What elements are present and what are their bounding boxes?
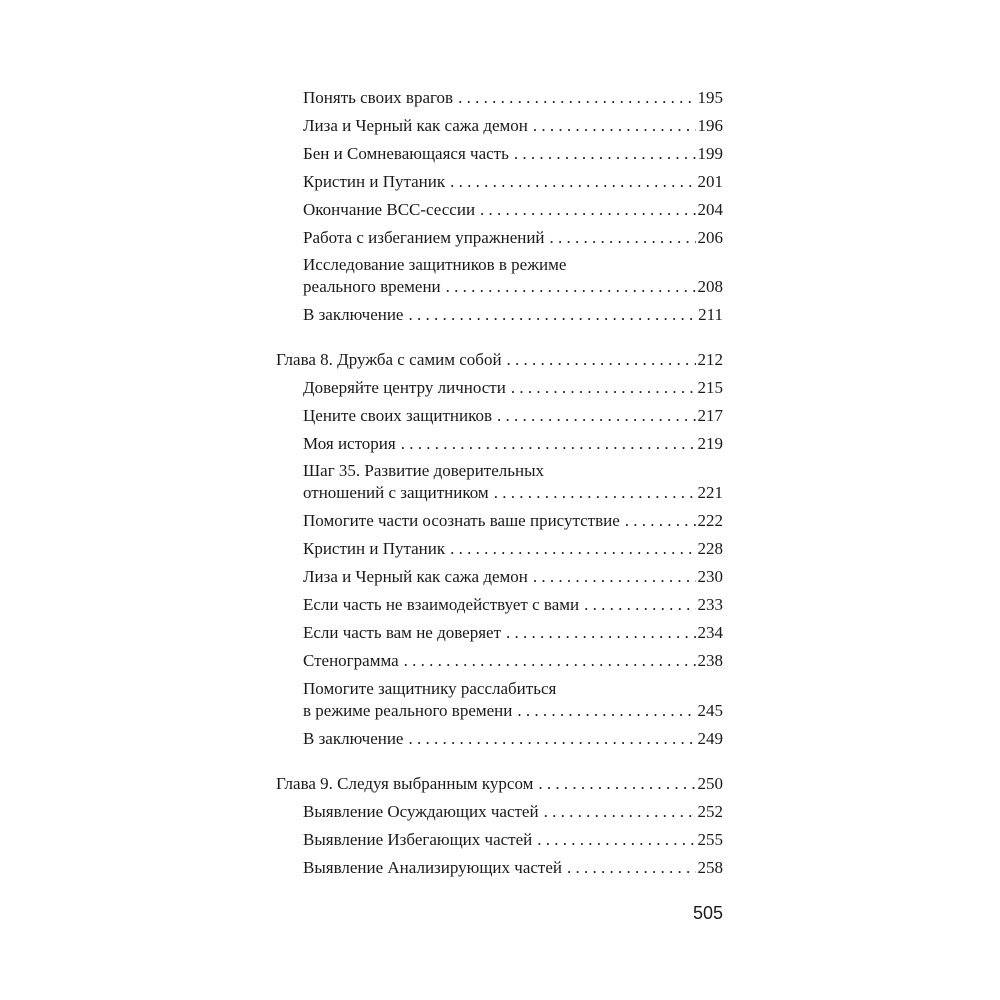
toc-entry: [303, 538, 723, 560]
toc-entry-title: Бен и Сомневающаяся часть: [303, 144, 509, 163]
toc-entry-title: Лиза и Черный как сажа демон: [303, 567, 528, 586]
toc-entry: [303, 678, 723, 722]
toc-entry: [303, 171, 723, 193]
dot-leader: [567, 857, 696, 879]
toc-entry-title-line1: Шаг 35. Развитие доверительных: [303, 461, 545, 480]
dot-leader: [404, 650, 696, 672]
toc-entry: [303, 254, 723, 298]
toc-entry-title: реального времени: [303, 277, 441, 296]
toc-entry-title: В заключение: [303, 305, 404, 324]
toc-entry-page: 215: [697, 378, 723, 397]
toc-entry-title: Глава 8. Дружба с самим собой: [276, 350, 502, 369]
toc-entry-page: 252: [697, 802, 723, 821]
toc-chapter-entry: [276, 349, 723, 371]
dot-leader: [511, 377, 696, 399]
toc-entry: [303, 622, 723, 644]
toc-entry-page: 211: [698, 305, 723, 324]
toc-entry: [303, 199, 723, 221]
toc-entry: [303, 460, 723, 504]
toc-entry-page: 217: [697, 406, 723, 425]
dot-leader: [517, 700, 695, 722]
dot-leader: [494, 482, 696, 504]
toc-entry-page: 196: [697, 116, 723, 135]
dot-leader: [550, 227, 696, 249]
toc-entry: [303, 115, 723, 137]
toc-entry-title: Лиза и Черный как сажа демон: [303, 116, 528, 135]
page-number: 505: [692, 903, 723, 923]
dot-leader: [408, 728, 695, 750]
toc-entry-page: 258: [697, 858, 723, 877]
toc-entry-page: 206: [697, 228, 723, 247]
toc-entry: [303, 801, 723, 823]
dot-leader: [507, 349, 696, 371]
toc-chapter-entry: [276, 773, 723, 795]
toc-entry: [303, 728, 723, 750]
toc-entry-title: Окончание ВСС-сессии: [303, 200, 476, 219]
dot-leader: [514, 143, 696, 165]
toc-entry: [303, 143, 723, 165]
dot-leader: [480, 199, 695, 221]
toc-entry: [303, 650, 723, 672]
toc-entry-title: Моя история: [303, 434, 396, 453]
toc-entry-page: 221: [697, 483, 723, 502]
toc-entry-page: 222: [697, 511, 723, 530]
toc-entry-title: Выявление Осуждающих частей: [303, 802, 539, 821]
toc-entry-page: 233: [697, 595, 723, 614]
dot-leader: [625, 510, 696, 532]
dot-leader: [446, 276, 696, 298]
toc-entry-page: 219: [697, 434, 723, 453]
toc-entry: [303, 857, 723, 879]
toc-entry-title-line1: Помогите защитнику расслабиться: [303, 679, 557, 698]
toc-entry: [303, 377, 723, 399]
dot-leader: [458, 87, 695, 109]
toc-entry-title: Доверяйте центру личности: [303, 378, 506, 397]
toc-entry-title: Помогите части осознать ваше присутствие: [303, 511, 620, 530]
toc-entry-page: 212: [697, 350, 723, 369]
toc-entry-page: 255: [697, 830, 723, 849]
toc-entry: [303, 829, 723, 851]
toc-entry: [303, 87, 723, 109]
dot-leader: [401, 433, 696, 455]
toc-entry: [303, 566, 723, 588]
dot-leader: [533, 115, 696, 137]
dot-leader: [450, 538, 695, 560]
toc-entry-page: 199: [697, 144, 723, 163]
toc-entry: [303, 405, 723, 427]
toc-entry-page: 195: [697, 88, 723, 107]
toc-entry-title: в режиме реального времени: [303, 701, 513, 720]
toc-entry-title: В заключение: [303, 729, 404, 748]
toc-entry-title: Кристин и Путаник: [303, 539, 446, 558]
toc-entry-title: Стенограмма: [303, 651, 399, 670]
toc-entry-title: Выявление Избегающих частей: [303, 830, 533, 849]
dot-leader: [538, 773, 695, 795]
dot-leader: [408, 304, 696, 326]
toc-entry-page: 245: [697, 701, 723, 720]
dot-leader: [497, 405, 695, 427]
toc-entry-page: 238: [697, 651, 723, 670]
toc-entry-page: 234: [697, 623, 723, 642]
toc-entry-title: Кристин и Путаник: [303, 172, 446, 191]
toc-entry-title: Выявление Анализирующих частей: [303, 858, 562, 877]
toc-entry-page: 201: [697, 172, 723, 191]
toc-entry-page: 250: [697, 774, 723, 793]
dot-leader: [450, 171, 695, 193]
toc-entry-page: 228: [697, 539, 723, 558]
toc-entry: [303, 510, 723, 532]
toc-entry-title: Глава 9. Следуя выбранным курсом: [276, 774, 534, 793]
toc-entry-title: Цените своих защитников: [303, 406, 493, 425]
toc-entry: [303, 433, 723, 455]
toc-entry: [303, 594, 723, 616]
toc-entry-page: 249: [697, 729, 723, 748]
dot-leader: [537, 829, 695, 851]
toc-entry-title: Если часть не взаимодействует с вами: [303, 595, 580, 614]
toc-entry-title: Работа с избеганием упражнений: [303, 228, 545, 247]
toc-entry-page: 230: [697, 567, 723, 586]
dot-leader: [584, 594, 695, 616]
dot-leader: [544, 801, 696, 823]
toc-entry-title-line1: Исследование защитников в режиме: [303, 255, 567, 274]
toc-entry: [303, 304, 723, 326]
toc-entry-page: 204: [697, 200, 723, 219]
toc-entry-title: отношений с защитником: [303, 483, 489, 502]
toc-entry-title: Понять своих врагов: [303, 88, 454, 107]
dot-leader: [533, 566, 696, 588]
toc-entry-page: 208: [697, 277, 723, 296]
dot-leader: [506, 622, 696, 644]
toc-entry-title: Если часть вам не доверяет: [303, 623, 501, 642]
toc-entry: [303, 227, 723, 249]
